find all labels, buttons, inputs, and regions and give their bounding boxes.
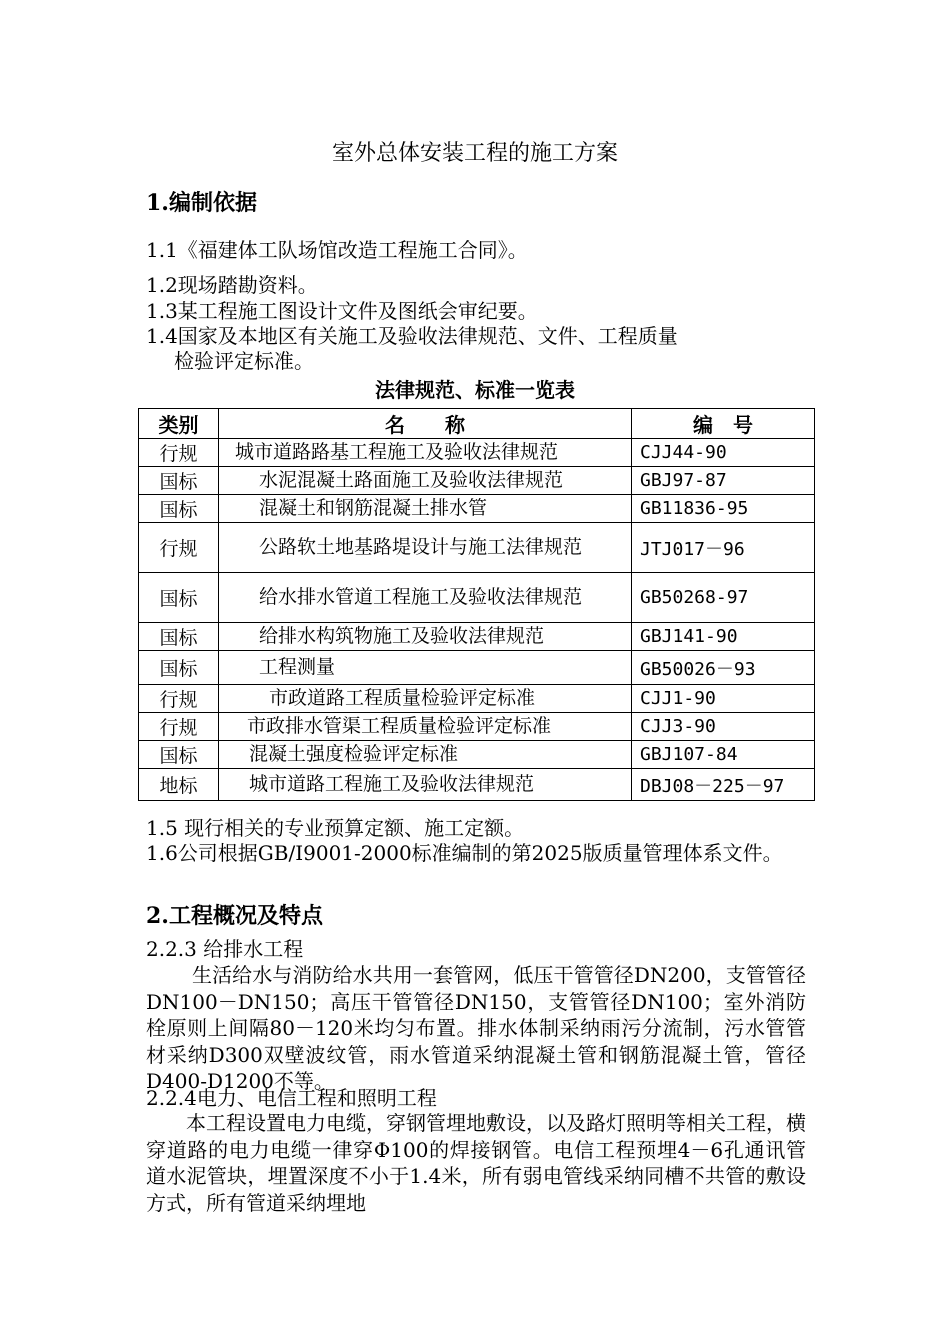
cell-name: 给水排水管道工程施工及验收法律规范 xyxy=(219,573,632,623)
table-row xyxy=(139,741,815,769)
cell-type: 行规 xyxy=(139,685,219,713)
item-1-4-continued: 检验评定标准。 xyxy=(174,349,314,373)
subsection-2-2-3: 2.2.3 给排水工程 xyxy=(146,937,304,961)
cell-name: 给排水构筑物施工及验收法律规范 xyxy=(219,623,632,651)
table-row xyxy=(139,467,815,495)
table-row xyxy=(139,495,815,523)
item-1-3: 1.3某工程施工图设计文件及图纸会审纪要。 xyxy=(146,299,538,323)
cell-name: 市政排水管渠工程质量检验评定标准 xyxy=(219,713,632,741)
item-1-4: 1.4国家及本地区有关施工及验收法律规范、文件、工程质量 xyxy=(146,324,678,348)
table-row xyxy=(139,623,815,651)
paragraph-power-telecom: 本工程设置电力电缆，穿钢管埋地敷设，以及路灯照明等相关工程，横穿道路的电力电缆一律穿Φ100的焊接钢管。电信工程预埋4－6孔通讯管道水泥管块，埋置深度不小于1.4米，所有弱电管线采纳同槽不共管的敷设方式，所有管道采纳埋地 xyxy=(146,1111,806,1215)
item-1-6: 1.6公司根据GB/I9001-2000标准编制的第2025版质量管理体系文件。 xyxy=(146,841,783,865)
item-1-2: 1.2现场踏勘资料。 xyxy=(146,273,318,297)
cell-code: GB11836-95 xyxy=(632,495,815,523)
cell-code: CJJ1-90 xyxy=(632,685,815,713)
cell-name: 城市道路路基工程施工及验收法律规范 xyxy=(219,439,632,467)
table-row xyxy=(139,573,815,623)
cell-name: 城市道路工程施工及验收法律规范 xyxy=(219,769,632,801)
table-row xyxy=(139,685,815,713)
cell-type: 地标 xyxy=(139,769,219,801)
section-heading-1: 1.编制依据 xyxy=(146,190,257,216)
page-title: 室外总体安装工程的施工方案 xyxy=(331,141,618,166)
cell-name: 水泥混凝土路面施工及验收法律规范 xyxy=(219,467,632,495)
table-header-row xyxy=(139,409,815,439)
cell-code: JTJ017－96 xyxy=(632,523,815,573)
table-row xyxy=(139,439,815,467)
cell-type: 国标 xyxy=(139,651,219,685)
cell-type: 国标 xyxy=(139,467,219,495)
cell-code: GBJ97-87 xyxy=(632,467,815,495)
cell-name: 混凝土和钢筋混凝土排水管 xyxy=(219,495,632,523)
subsection-2-2-4: 2.2.4电力、电信工程和照明工程 xyxy=(146,1086,437,1110)
cell-code: GB50268-97 xyxy=(632,573,815,623)
column-header-code: 编 号 xyxy=(632,409,815,439)
cell-code: GBJ107-84 xyxy=(632,741,815,769)
section-heading-2: 2.工程概况及特点 xyxy=(146,903,323,929)
cell-type: 国标 xyxy=(139,623,219,651)
standards-table xyxy=(138,408,815,801)
item-1-1: 1.1《福建体工队场馆改造工程施工合同》。 xyxy=(146,238,528,262)
table-title: 法律规范、标准一览表 xyxy=(375,378,575,402)
cell-code: DBJ08－225－97 xyxy=(632,769,815,801)
column-header-type: 类别 xyxy=(139,409,219,439)
table-row xyxy=(139,713,815,741)
table-row xyxy=(139,769,815,801)
cell-type: 国标 xyxy=(139,573,219,623)
cell-type: 行规 xyxy=(139,713,219,741)
cell-name: 市政道路工程质量检验评定标准 xyxy=(219,685,632,713)
cell-code: GB50026－93 xyxy=(632,651,815,685)
cell-type: 国标 xyxy=(139,495,219,523)
cell-type: 行规 xyxy=(139,523,219,573)
table-row xyxy=(139,523,815,573)
cell-name: 混凝土强度检验评定标准 xyxy=(219,741,632,769)
item-1-5: 1.5 现行相关的专业预算定额、施工定额。 xyxy=(146,816,525,840)
cell-type: 行规 xyxy=(139,439,219,467)
paragraph-water-supply: 生活给水与消防给水共用一套管网，低压干管管径DN200，支管管径DN100－DN150；高压干管管径DN150，支管管径DN100；室外消防栓原则上间隔80－120米均匀布置。排水体制采纳雨污分流制，污水管管材采纳D300双壁波纹管，雨水管道采纳混凝土管和钢筋混凝土管，管径D400-D1200不等。 xyxy=(146,963,806,1093)
cell-code: GBJ141-90 xyxy=(632,623,815,651)
cell-name: 公路软土地基路堤设计与施工法律规范 xyxy=(219,523,632,573)
column-header-name: 名 称 xyxy=(219,409,632,439)
cell-type: 国标 xyxy=(139,741,219,769)
table-row xyxy=(139,651,815,685)
cell-code: CJJ3-90 xyxy=(632,713,815,741)
cell-name: 工程测量 xyxy=(219,651,632,685)
cell-code: CJJ44-90 xyxy=(632,439,815,467)
